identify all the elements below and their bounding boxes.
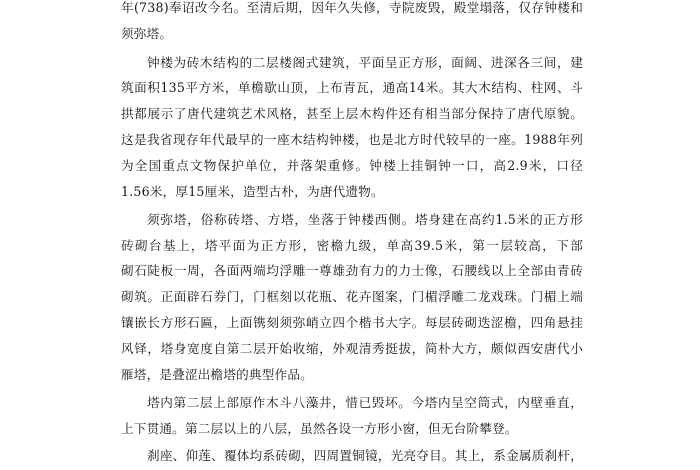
- paragraph-line: 刹座、仰莲、覆体均系砖砌，四周置铜镜，光亮夺目。其上，系金属质刹杆，: [147, 448, 583, 463]
- paragraph-line: 上下贯通。第二层以上的八层，虽然各设一方形小窗，但无台阶攀登。: [121, 421, 518, 436]
- paragraph-line: 砌筑。正面辟石券门，门框刻以花瓶、花卉图案，门楣浮雕二龙戏珠。门楣上端: [121, 289, 583, 304]
- paragraph-line: 塔内第二层上部原作木斗八藻井，惜已毁坏。今塔内呈空筒式，内壁垂直，: [147, 395, 583, 410]
- paragraph-line: 雁塔，是叠涩出檐塔的典型作品。: [121, 367, 313, 382]
- paragraph-line: 砖砌台基上，塔平面为正方形，密檐九级，单高39.5米，第一层较高，下部: [121, 238, 583, 253]
- paragraph-line: 钟楼为砖木结构的二层楼阁式建筑，平面呈正方形，面阔、进深各三间，建: [147, 55, 583, 70]
- paragraph-line: 须弥塔。: [121, 26, 173, 41]
- paragraph-line: 年(738)奉诏改今名。至清后期，因年久失修，寺院废毁，殿堂塌落，仅存钟楼和: [121, 0, 583, 15]
- paragraph-line: 砌石陡板一周，各面两端均浮雕一尊雄劲有力的力士像，石腰线以上全部由青砖: [121, 263, 583, 278]
- paragraph-line: 镶嵌长方形石匾，上面镌刻须弥峭立四个楷书大字。每层砖砌迭涩檐，四角悬挂: [121, 315, 583, 330]
- paragraph-line: 风铎，塔身宽度自第二层开始收缩，外观清秀挺拔，简朴大方，颇似西安唐代小: [121, 341, 583, 356]
- paragraph-line: 这是我省现存年代最早的一座木结构钟楼，也是北方时代较早的一座。1988年列: [121, 132, 583, 147]
- paragraph-line: 为全国重点文物保护单位，并落架重修。钟楼上挂铜钟一口，高2.9米，口径: [121, 158, 583, 173]
- paragraph-line: 1.56米，厚15厘米，造型古朴，为唐代遗物。: [121, 184, 384, 199]
- paragraph-line: 须弥塔，俗称砖塔、方塔，坐落于钟楼西侧。塔身建在高约1.5米的正方形: [147, 212, 583, 227]
- paragraph-line: 筑面积135平方米，单檐歇山顶，上布青瓦，通高14米。其大木结构、柱网、斗: [121, 80, 583, 95]
- paragraph-line: 拱都展示了唐代建筑艺术风格，甚至上层木构件还有相当部分保持了唐代原貌。: [121, 106, 583, 121]
